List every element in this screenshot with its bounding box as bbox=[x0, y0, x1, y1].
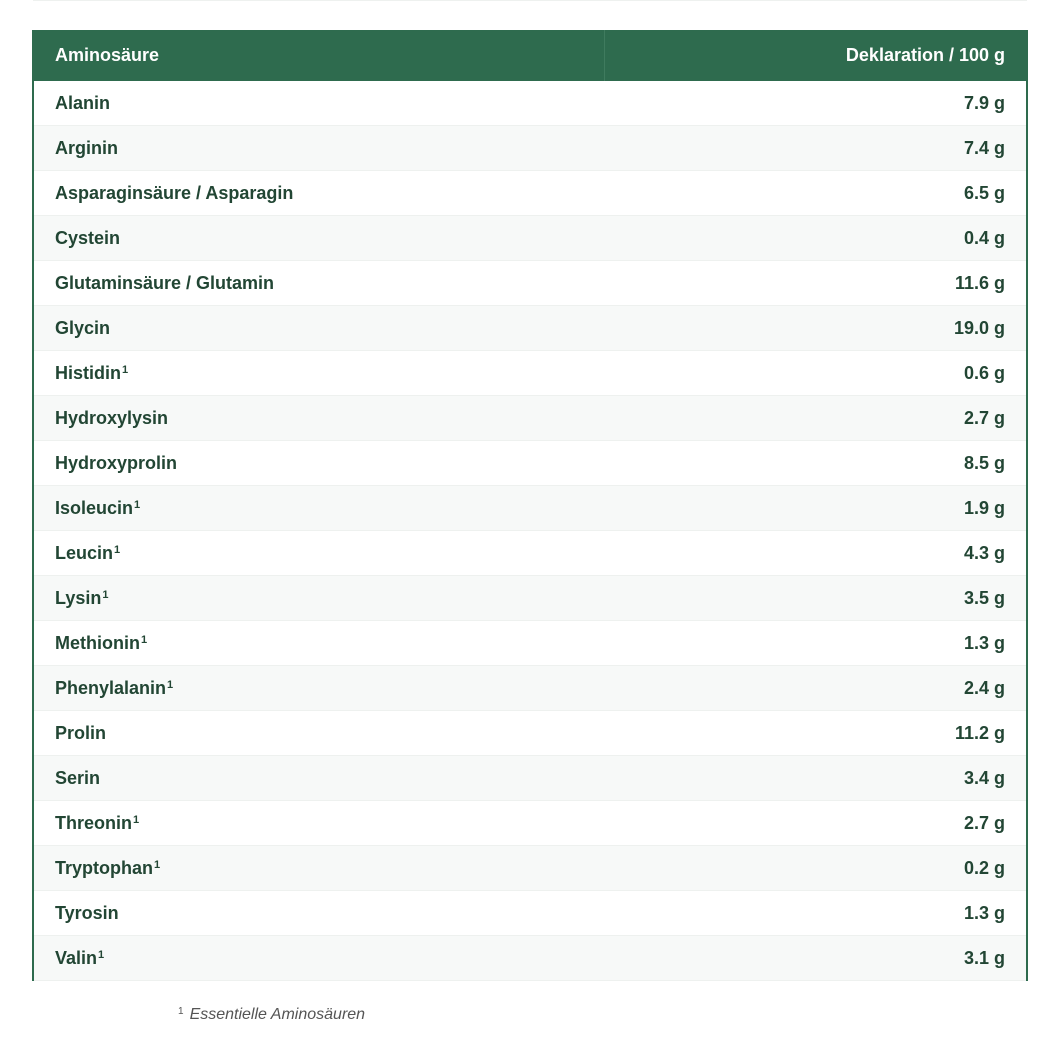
table-row bbox=[33, 216, 1027, 261]
amino-acid-name-cell bbox=[33, 756, 605, 801]
declaration-value: 1.3 g bbox=[605, 621, 1028, 666]
essential-marker: 1 bbox=[102, 588, 109, 601]
amino-acid-name-cell bbox=[33, 621, 605, 666]
amino-acid-name-cell bbox=[33, 351, 605, 396]
table-row bbox=[33, 351, 1027, 396]
declaration-value: 2.4 g bbox=[605, 666, 1028, 711]
amino-acid-name: Hydroxyprolin bbox=[55, 452, 178, 473]
amino-acid-name-cell bbox=[33, 441, 605, 486]
declaration-value: 1.3 g bbox=[605, 891, 1028, 936]
amino-acid-name: Tyrosin bbox=[55, 902, 119, 923]
footnote-text: Essentielle Aminosäuren bbox=[189, 1006, 366, 1023]
declaration-value: 0.2 g bbox=[605, 846, 1028, 891]
declaration-value: 3.4 g bbox=[605, 756, 1028, 801]
essential-marker: 1 bbox=[154, 858, 161, 871]
declaration-value: 11.6 g bbox=[605, 261, 1028, 306]
essential-marker: 1 bbox=[133, 813, 140, 826]
amino-acid-name-cell bbox=[33, 396, 605, 441]
amino-acid-name: Arginin bbox=[55, 137, 118, 158]
amino-acid-name-cell bbox=[33, 801, 605, 846]
declaration-value: 3.5 g bbox=[605, 576, 1028, 621]
top-divider bbox=[33, 0, 1027, 1]
amino-acid-name: Tryptophan bbox=[55, 857, 153, 878]
table-row bbox=[33, 711, 1027, 756]
amino-acid-name: Asparaginsäure / Asparagin bbox=[55, 182, 294, 203]
essential-marker: 1 bbox=[122, 363, 129, 376]
declaration-value: 19.0 g bbox=[605, 306, 1028, 351]
amino-acid-name: Methionin bbox=[55, 632, 140, 653]
amino-acid-name-cell bbox=[33, 126, 605, 171]
column-header-declaration: Deklaration / 100 g bbox=[845, 45, 1005, 65]
amino-acid-name: Leucin bbox=[55, 542, 114, 563]
table-row bbox=[33, 756, 1027, 801]
amino-acid-name: Lysin bbox=[55, 587, 102, 608]
table-row bbox=[33, 486, 1027, 531]
amino-acid-name: Histidin bbox=[55, 362, 121, 383]
declaration-value: 8.5 g bbox=[605, 441, 1028, 486]
essential-marker: 1 bbox=[140, 633, 148, 646]
amino-acid-name: Glycin bbox=[55, 317, 111, 338]
amino-acid-name-cell bbox=[33, 666, 605, 711]
table-row bbox=[33, 396, 1027, 441]
footnote-marker: 1 bbox=[178, 1006, 184, 1017]
amino-acid-name: Prolin bbox=[55, 722, 107, 743]
essential-marker: 1 bbox=[167, 678, 174, 691]
table-row bbox=[33, 441, 1027, 486]
declaration-value: 0.4 g bbox=[605, 216, 1028, 261]
amino-acid-name: Hydroxylysin bbox=[55, 407, 169, 428]
table-row bbox=[33, 666, 1027, 711]
amino-acid-name: Isoleucin bbox=[55, 497, 134, 518]
table-row bbox=[33, 531, 1027, 576]
declaration-value: 4.3 g bbox=[605, 531, 1028, 576]
table-row bbox=[33, 306, 1027, 351]
declaration-value: 2.7 g bbox=[605, 801, 1028, 846]
amino-acid-name-cell bbox=[33, 216, 605, 261]
amino-acid-name: Phenylalanin bbox=[55, 677, 167, 698]
amino-acid-name: Glutaminsäure / Glutamin bbox=[55, 272, 275, 293]
amino-acid-name-cell bbox=[33, 936, 605, 981]
table-row bbox=[33, 576, 1027, 621]
declaration-value: 1.9 g bbox=[605, 486, 1028, 531]
essential-marker: 1 bbox=[134, 498, 141, 511]
amino-acid-name-cell bbox=[33, 576, 605, 621]
table-row bbox=[33, 171, 1027, 216]
amino-acid-name: Cystein bbox=[55, 227, 121, 248]
declaration-value: 7.4 g bbox=[605, 126, 1028, 171]
amino-acid-name-cell bbox=[33, 171, 605, 216]
amino-acid-name: Threonin bbox=[55, 812, 132, 833]
table-row bbox=[33, 126, 1027, 171]
table-row bbox=[33, 846, 1027, 891]
amino-acid-name-cell bbox=[33, 711, 605, 756]
table-row bbox=[33, 891, 1027, 936]
amino-acid-name: Serin bbox=[55, 767, 101, 788]
amino-acid-table bbox=[32, 30, 1028, 981]
declaration-value: 6.5 g bbox=[605, 171, 1028, 216]
table-row bbox=[33, 81, 1027, 126]
amino-acid-name-cell bbox=[33, 891, 605, 936]
essential-marker: 1 bbox=[114, 543, 121, 556]
amino-acid-name-cell bbox=[33, 531, 605, 576]
table-row bbox=[33, 801, 1027, 846]
declaration-value: 2.7 g bbox=[605, 396, 1028, 441]
declaration-value: 3.1 g bbox=[605, 936, 1028, 981]
table-row bbox=[33, 261, 1027, 306]
amino-acid-name: Alanin bbox=[55, 92, 111, 113]
table-header-row bbox=[33, 30, 1027, 81]
declaration-value: 11.2 g bbox=[605, 711, 1028, 756]
amino-acid-name: Valin bbox=[55, 947, 98, 968]
table-row bbox=[33, 936, 1027, 981]
table-body bbox=[33, 81, 1027, 981]
amino-acid-name-cell bbox=[33, 306, 605, 351]
declaration-value: 7.9 g bbox=[605, 81, 1028, 126]
declaration-value: 0.6 g bbox=[605, 351, 1028, 396]
amino-acid-name-cell bbox=[33, 486, 605, 531]
essential-marker: 1 bbox=[98, 948, 105, 961]
amino-acid-name-cell bbox=[33, 261, 605, 306]
amino-acid-name-cell bbox=[33, 846, 605, 891]
table-row bbox=[33, 621, 1027, 666]
amino-acid-name-cell bbox=[33, 81, 605, 126]
column-header-amino-acid: Aminosäure bbox=[33, 30, 605, 81]
footnote bbox=[178, 1006, 365, 1024]
